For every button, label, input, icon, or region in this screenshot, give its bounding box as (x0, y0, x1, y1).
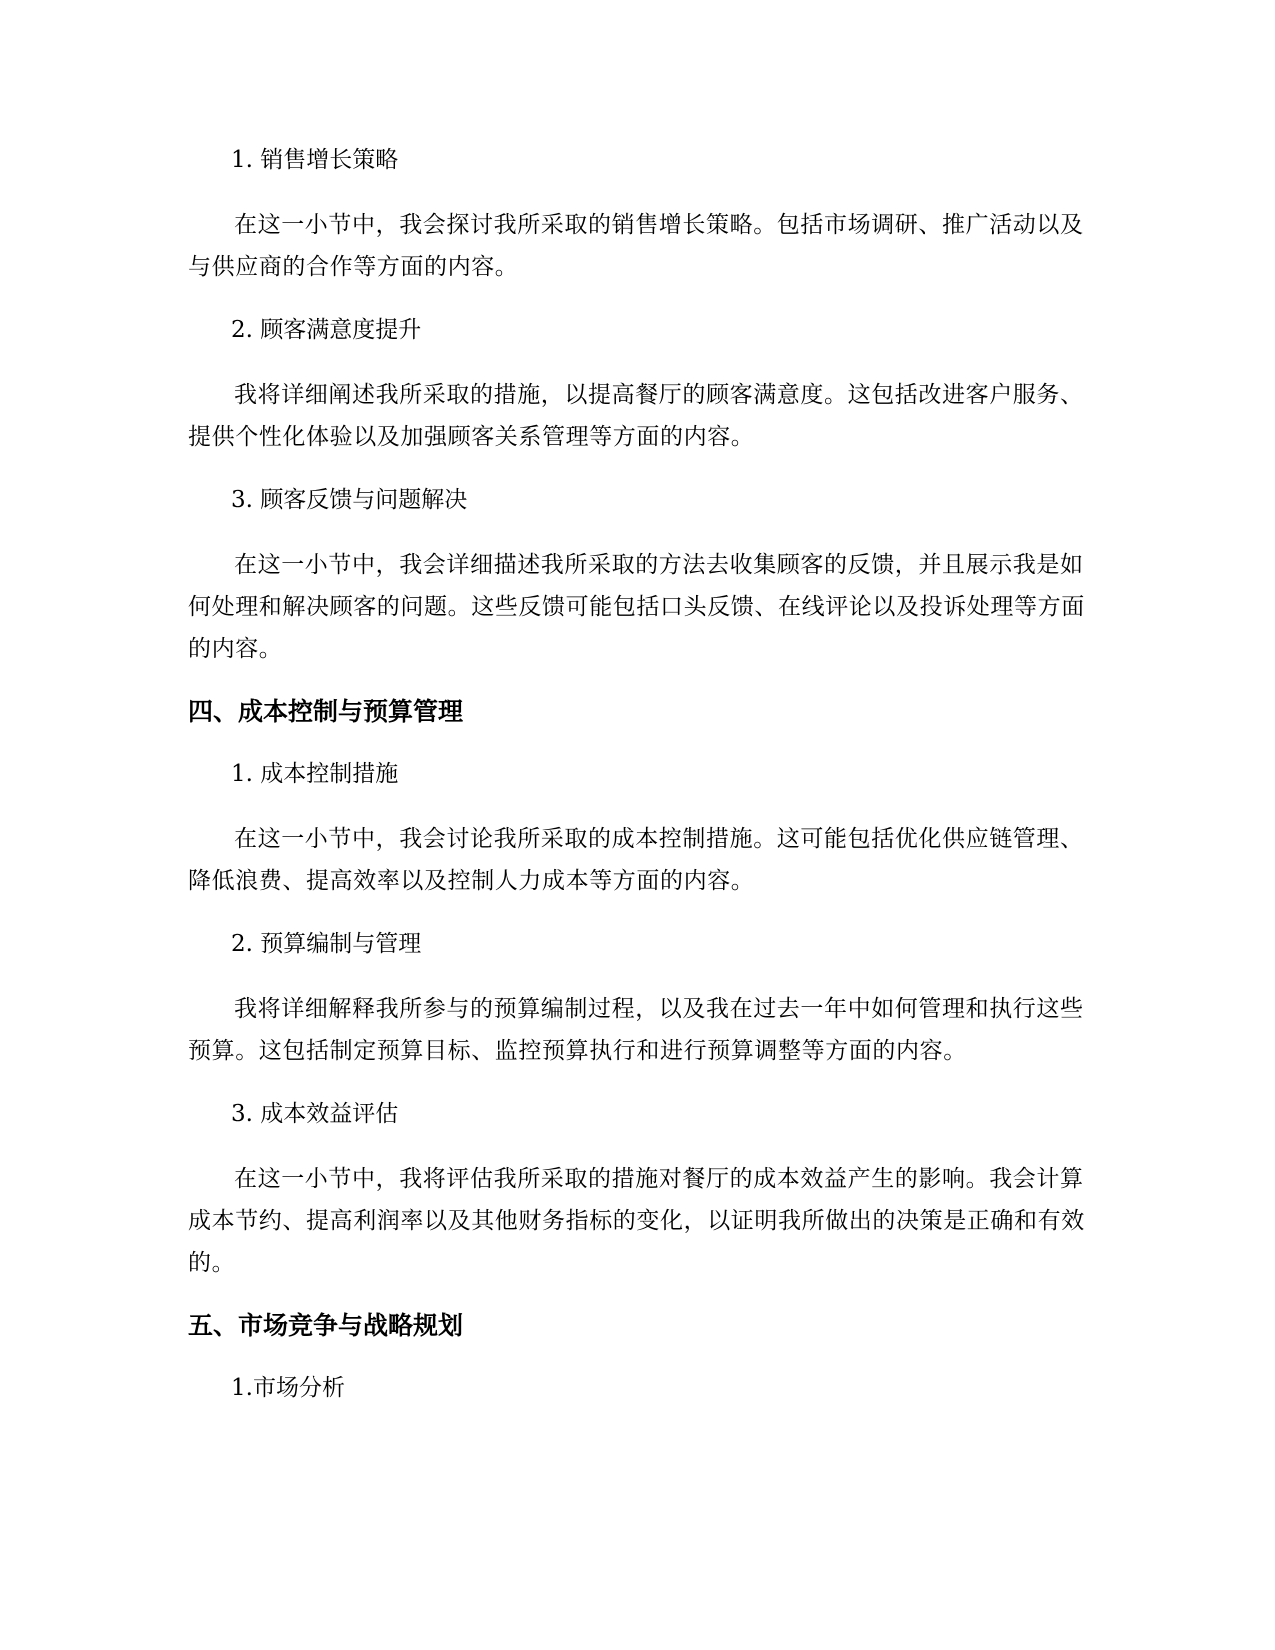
paragraph-customer-satisfaction: 我将详细阐述我所采取的措施，以提高餐厅的顾客满意度。这包括改进客户服务、提供个性化体验以及加强顾客关系管理等方面的内容。 (188, 382, 1084, 450)
subsection-title-budgeting: 2. 预算编制与管理 (231, 931, 422, 957)
section-heading-market-competition: 五、市场竞争与战略规划 (188, 1311, 464, 1340)
paragraph-customer-feedback: 在这一小节中，我会详细描述我所采取的方法去收集顾客的反馈，并且展示我是如何处理和解决顾客的问题。这些反馈可能包括口头反馈、在线评论以及投诉处理等方面的内容。 (188, 552, 1085, 662)
subsection-title-customer-feedback: 3. 顾客反馈与问题解决 (231, 487, 468, 513)
section-heading-cost-control: 四、成本控制与预算管理 (188, 697, 464, 726)
paragraph-cost-measures: 在这一小节中，我会讨论我所采取的成本控制措施。这可能包括优化供应链管理、降低浪费、提高效率以及控制人力成本等方面的内容。 (188, 826, 1084, 894)
subsection-title-cost-measures: 1. 成本控制措施 (231, 761, 399, 787)
subsection-title-market-analysis: 1.市场分析 (231, 1375, 345, 1401)
subsection-title-customer-satisfaction: 2. 顾客满意度提升 (231, 317, 422, 343)
paragraph-sales-growth: 在这一小节中，我会探讨我所采取的销售增长策略。包括市场调研、推广活动以及与供应商的合作等方面的内容。 (188, 212, 1084, 280)
paragraph-cost-benefit: 在这一小节中，我将评估我所采取的措施对餐厅的成本效益产生的影响。我会计算成本节约、提高利润率以及其他财务指标的变化，以证明我所做出的决策是正确和有效的。 (188, 1166, 1085, 1276)
subsection-title-cost-benefit: 3. 成本效益评估 (231, 1101, 399, 1127)
document-page (188, 140, 1088, 1432)
subsection-title-sales-growth: 1. 销售增长策略 (231, 147, 399, 173)
paragraph-budgeting: 我将详细解释我所参与的预算编制过程，以及我在过去一年中如何管理和执行这些预算。这包括制定预算目标、监控预算执行和进行预算调整等方面的内容。 (188, 996, 1084, 1064)
